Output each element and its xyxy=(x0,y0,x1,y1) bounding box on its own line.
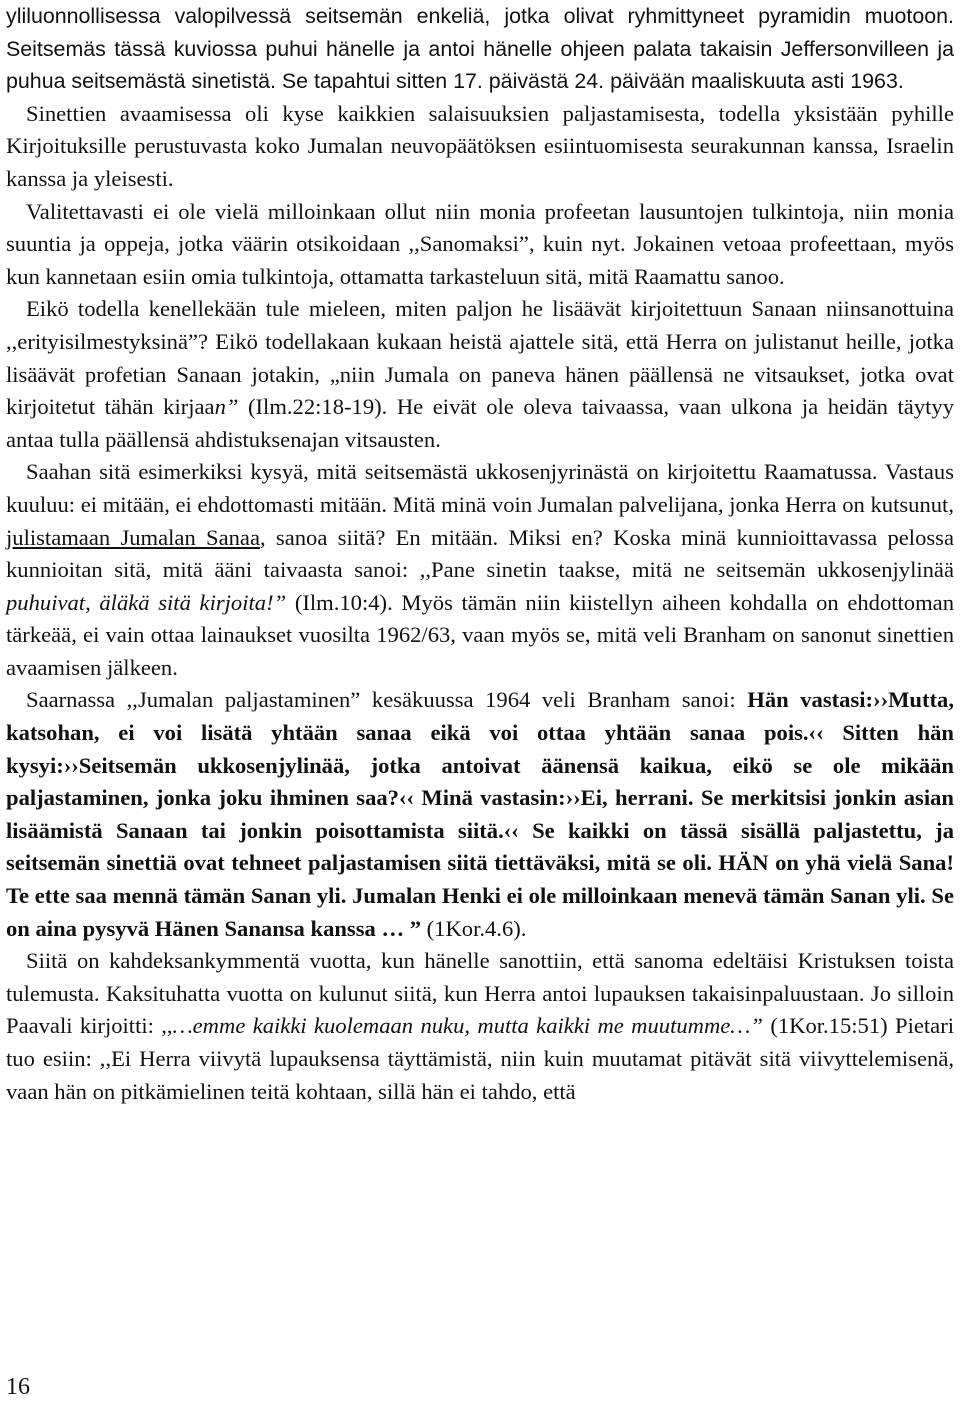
paragraph-6 xyxy=(6,684,954,945)
paragraph-1 xyxy=(6,0,954,98)
paragraph-4-quote-end: n” xyxy=(214,394,239,420)
paragraph-7-text-end: (1Kor.15:51) Pietari tuo esiin: ,,Ei Herra viivytä lupauksensa täyttämistä, niin kuin muutamat pitävät sitä viivyttelemisenä, vaan hän on pitkämielinen teitä kohtaan, sillä hän ei tahdo, että xyxy=(6,1013,954,1104)
paragraph-1-text: yliluonnollisessa valopilvessä seitsemän enkeliä, jotka olivat ryhmittyneet pyramidin muotoon. Seitsemäs tässä kuviossa puhui hänelle ja antoi hänelle ohjeen palata takaisin Jeffersonvilleen ja puhua seitsemästä sinetistä. Se tapahtui sitten 17. päivästä 24. päivään maaliskuuta asti 1963. xyxy=(6,4,954,94)
paragraph-7-text: Siitä on kahdeksankymmentä vuotta, kun hänelle sanottiin, että sanoma edeltäisi Kristuksen toista tulemusta. Kaksituhatta vuotta on kulunut siitä, kun Herra antoi lupauksen takaisinpaluustaan. Jo silloin Paavali kirjoitti: ,, xyxy=(6,948,954,1039)
paragraph-5-text-end: (Ilm.10:4). Myös tämän niin kiistellyn aiheen kohdalla on ehdottoman tärkeää, ei vain ottaa lainaukset vuosilta 1962/63, vaan myös se, mitä veli Branham on sanonut sinettien avaamisen jälkeen. xyxy=(6,589,954,680)
paragraph-4-text: Eikö todella kenellekään tule mieleen, miten paljon he lisäävät kirjoitettuun Sanaan niinsanottuina ,,erityisilmestyksinä”? Eikö todellakaan kukaan heistä ajattele sitä, että Herra on julistanut heille, jotka lisäävät profetian Sanaan jotakin, xyxy=(6,296,954,387)
paragraph-5-italic-quote: puhuivat, äläkä sitä kirjoita!” xyxy=(6,589,287,615)
page-number: 16 xyxy=(6,1374,30,1400)
paragraph-5-text: Saahan sitä esimerkiksi kysyä, mitä seitsemästä ukkosenjyrinästä on kirjoitettu Raamatussa. Vastaus kuuluu: ei mitään, ei ehdottomasti mitään. Mitä minä voin Jumalan palvelijana, jonka Herra on kutsunut, xyxy=(6,459,954,517)
paragraph-7 xyxy=(6,945,954,1108)
paragraph-4 xyxy=(6,293,954,456)
paragraph-5-text-mid: , sanoa siitä? En mitään. Miksi en? Koska minä kunnioittavassa pelossa kunnioitan sitä, mitä ääni taivaasta sanoi: ,,Pane sinetin taakse, mitä ne seitsemän ukkosenjylinää xyxy=(6,524,954,583)
paragraph-4-text-end: (Ilm.22:18-19). He eivät ole oleva taivaassa, vaan ulkona ja heidän täytyy antaa tulla päällensä ahdistuksenajan vitsausten. xyxy=(6,394,954,452)
paragraph-6-reference: (1Kor.4.6). xyxy=(421,915,527,941)
document-page xyxy=(6,0,954,1108)
paragraph-3 xyxy=(6,196,954,294)
paragraph-2 xyxy=(6,98,954,196)
paragraph-5 xyxy=(6,456,954,684)
paragraph-6-bold-quote: Hän vastasi:››Mutta, katsohan, ei voi lisätä yhtään sanaa eikä voi ottaa yhtään sanaa pois.‹‹ Sitten hän kysyi:››Seitsemän ukkosenjylinää, jotka antoivat äänensä kaikua, eikö se ole mikään paljastaminen, jonka joku ihminen saa?‹‹ Minä vastasin:››Ei, herrani. Se merkitsisi jonkin asian lisäämistä Sanaan tai jonkin poisottamista siitä.‹‹ Se kaikki on tässä sisällä paljastettu, ja seitsemän sinettiä ovat tehneet paljastamisen siitä tiettäväksi, mitä se oli. HÄN on yhä vielä Sana! Te ette saa mennä tämän Sanan yli. Jumalan Henki ei ole milloinkaan menevä tämän Sanan yli. Se on aina pysyvä Hänen Sanansa kanssa … ” xyxy=(6,687,954,941)
paragraph-4-quote: „niin Jumala on paneva hänen päällensä ne vitsaukset, jotka ovat kirjoitetut tähän kirjaa xyxy=(6,361,954,420)
paragraph-7-italic-quote: …emme kaikki kuolemaan nuku, mutta kaikki me muutumme…” xyxy=(172,1013,763,1039)
paragraph-2-text: Sinettien avaamisessa oli kyse kaikkien salaisuuksien paljastamisesta, todella yksistään pyhille Kirjoituksille perustuvasta koko Jumalan neuvopäätöksen esiintuomisesta seurakunnan kanssa, Israelin kanssa ja yleisesti. xyxy=(6,100,954,191)
paragraph-3-text: Valitettavasti ei ole vielä milloinkaan ollut niin monia profeetan lausuntojen tulkintoja, niin monia suuntia ja oppeja, jotka väärin otsikoidaan ,,Sanomaksi”, kuin nyt. Jokainen vetoaa profeettaan, myös kun kannetaan esiin omia tulkintoja, ottamatta tarkasteluun sitä, mitä Raamattu sanoo. xyxy=(6,198,954,289)
paragraph-6-text: Saarnassa ,,Jumalan paljastaminen” kesäkuussa 1964 veli Branham sanoi: xyxy=(26,687,748,713)
paragraph-5-underlined: julistamaan Jumalan Sanaa xyxy=(6,524,260,550)
